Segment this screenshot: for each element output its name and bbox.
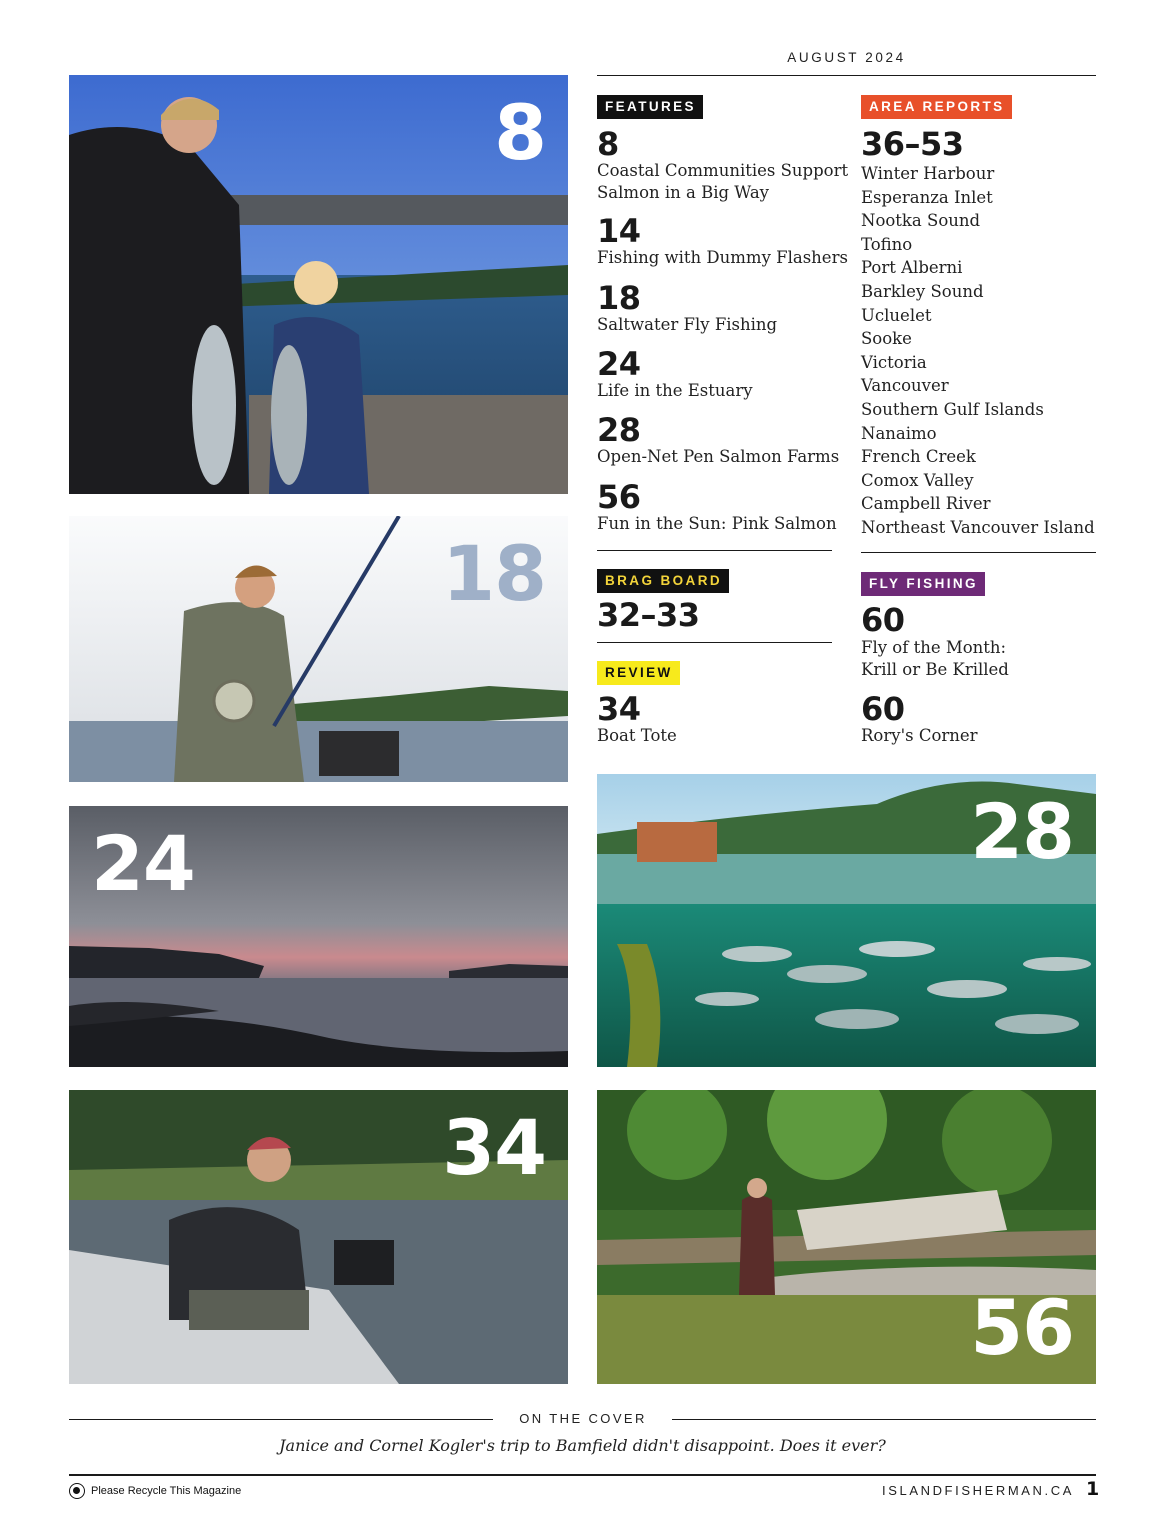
photo-review-34 [69,1090,568,1384]
area-reports-list [861,162,1095,540]
photo-page-number: 28 [970,787,1074,876]
feature-title[interactable]: Coastal Communities Support Salmon in a Big Way [597,161,849,202]
photo-page-number: 18 [442,529,546,618]
feature-page-number[interactable]: 8 [597,125,619,163]
area-report-item[interactable]: Ucluelet [861,305,932,325]
photo-page-number: 56 [970,1283,1074,1372]
area-report-item[interactable]: Northeast Vancouver Island [861,517,1095,537]
area-report-item[interactable]: Victoria [861,352,927,372]
cover-rule-right [672,1419,1096,1420]
footer-rule [69,1474,1096,1476]
recycle-text: Please Recycle This Magazine [91,1485,242,1497]
review-page-number[interactable]: 34 [597,690,641,728]
feature-page-number[interactable]: 14 [597,212,641,250]
section-rule [597,642,832,643]
area-reports-label: AREA REPORTS [861,95,1012,119]
features-label: FEATURES [597,95,703,119]
area-report-item[interactable]: Nanaimo [861,423,937,443]
fly-fishing-page-number[interactable]: 60 [861,601,905,639]
feature-page-number[interactable]: 24 [597,345,641,383]
feature-title[interactable]: Fishing with Dummy Flashers [597,248,848,267]
feature-page-number[interactable]: 56 [597,478,641,516]
feature-page-number[interactable]: 18 [597,279,641,317]
fly-fishing-label: FLY FISHING [861,572,985,596]
recycle-notice [69,1483,241,1499]
photo-feature-18 [69,516,568,782]
header-rule [597,75,1096,76]
area-report-item[interactable]: Vancouver [861,376,949,396]
photo-feature-24 [69,806,568,1067]
section-rule [597,550,832,551]
area-report-item[interactable]: French Creek [861,447,976,467]
website-link[interactable]: ISLANDFISHERMAN.CA [882,1483,1074,1498]
review-label: REVIEW [597,661,680,685]
fly-fishing-title[interactable]: Fly of the Month: Krill or Be Krilled [861,638,1009,679]
fly-fishing-page-number[interactable]: 60 [861,690,905,728]
cover-rule-left [69,1419,493,1420]
feature-title[interactable]: Life in the Estuary [597,381,753,400]
feature-title[interactable]: Open-Net Pen Salmon Farms [597,447,840,466]
feature-title[interactable]: Saltwater Fly Fishing [597,315,778,334]
area-reports-pages[interactable]: 36–53 [861,125,964,163]
photo-feature-8 [69,75,568,494]
area-report-item[interactable]: Winter Harbour [861,164,995,183]
photo-page-number: 8 [494,88,546,177]
on-the-cover-label: ON THE COVER [519,1411,647,1426]
area-report-item[interactable]: Nootka Sound [861,211,981,231]
feature-title[interactable]: Fun in the Sun: Pink Salmon [597,514,837,533]
review-title[interactable]: Boat Tote [597,726,677,745]
fly-fishing-title[interactable]: Rory's Corner [861,726,978,745]
cover-caption: Janice and Cornel Kogler's trip to Bamfield didn't disappoint. Does it ever? [279,1436,886,1455]
photo-page-number: 34 [442,1103,546,1192]
issue-date: AUGUST 2024 [787,50,906,65]
area-report-item[interactable]: Barkley Sound [861,281,984,301]
page-number: 1 [1086,1478,1100,1500]
photo-feature-28 [597,774,1096,1067]
section-rule [861,552,1096,553]
feature-page-number[interactable]: 28 [597,411,641,449]
area-report-item[interactable]: Port Alberni [861,258,963,278]
area-report-item[interactable]: Tofino [861,234,913,254]
brag-board-pages[interactable]: 32–33 [597,596,700,634]
recycle-icon [69,1483,85,1499]
area-report-item[interactable]: Comox Valley [861,470,974,490]
area-report-item[interactable]: Sooke [861,329,912,349]
photo-page-number: 24 [91,819,195,908]
photo-feature-56 [597,1090,1096,1384]
brag-board-label: BRAG BOARD [597,569,729,593]
area-report-item[interactable]: Campbell River [861,494,991,514]
area-report-item[interactable]: Southern Gulf Islands [861,399,1044,419]
area-report-item[interactable]: Esperanza Inlet [861,187,993,207]
